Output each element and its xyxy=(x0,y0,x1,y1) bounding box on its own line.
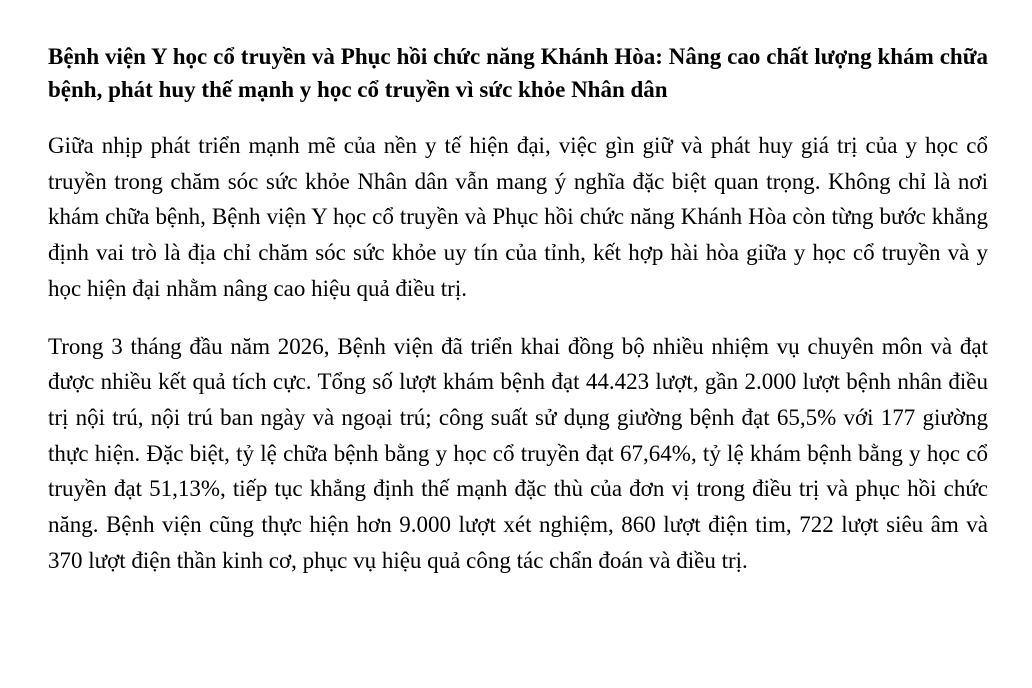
article-title: Bệnh viện Y học cổ truyền và Phục hồi chức năng Khánh Hòa: Nâng cao chất lượng khám chữa bệnh, phát huy thế mạnh y học cổ truyền vì sức khỏe Nhân dân xyxy=(48,44,988,102)
paragraph-results: Trong 3 tháng đầu năm 2026, Bệnh viện đã triển khai đồng bộ nhiều nhiệm vụ chuyên môn và đạt được nhiều kết quả tích cực. Tổng số lượt khám bệnh đạt 44.423 lượt, gần 2.000 lượt bệnh nhân điều trị nội trú, nội trú ban ngày và ngoại trú; công suất sử dụng giường bệnh đạt 65,5% với 177 giường thực hiện. Đặc biệt, tỷ lệ chữa bệnh bằng y học cổ truyền đạt 67,64%, tỷ lệ khám bệnh bằng y học cổ truyền đạt 51,13%, tiếp tục khẳng định thế mạnh đặc thù của đơn vị trong điều trị và phục hồi chức năng. Bệnh viện cũng thực hiện hơn 9.000 lượt xét nghiệm, 860 lượt điện tim, 722 lượt siêu âm và 370 lượt điện thần kinh cơ, phục vụ hiệu quả công tác chẩn đoán và điều trị. xyxy=(48,333,988,573)
paragraph-intro: Giữa nhịp phát triển mạnh mẽ của nền y tế hiện đại, việc gìn giữ và phát huy giá trị của y học cổ truyền trong chăm sóc sức khỏe Nhân dân vẫn mang ý nghĩa đặc biệt quan trọng. Không chỉ là nơi khám chữa bệnh, Bệnh viện Y học cổ truyền và Phục hồi chức năng Khánh Hòa còn từng bước khẳng định vai trò là địa chỉ chăm sóc sức khỏe uy tín của tỉnh, kết hợp hài hòa giữa y học cổ truyền và y học hiện đại nhằm nâng cao hiệu quả điều trị. xyxy=(48,133,988,301)
